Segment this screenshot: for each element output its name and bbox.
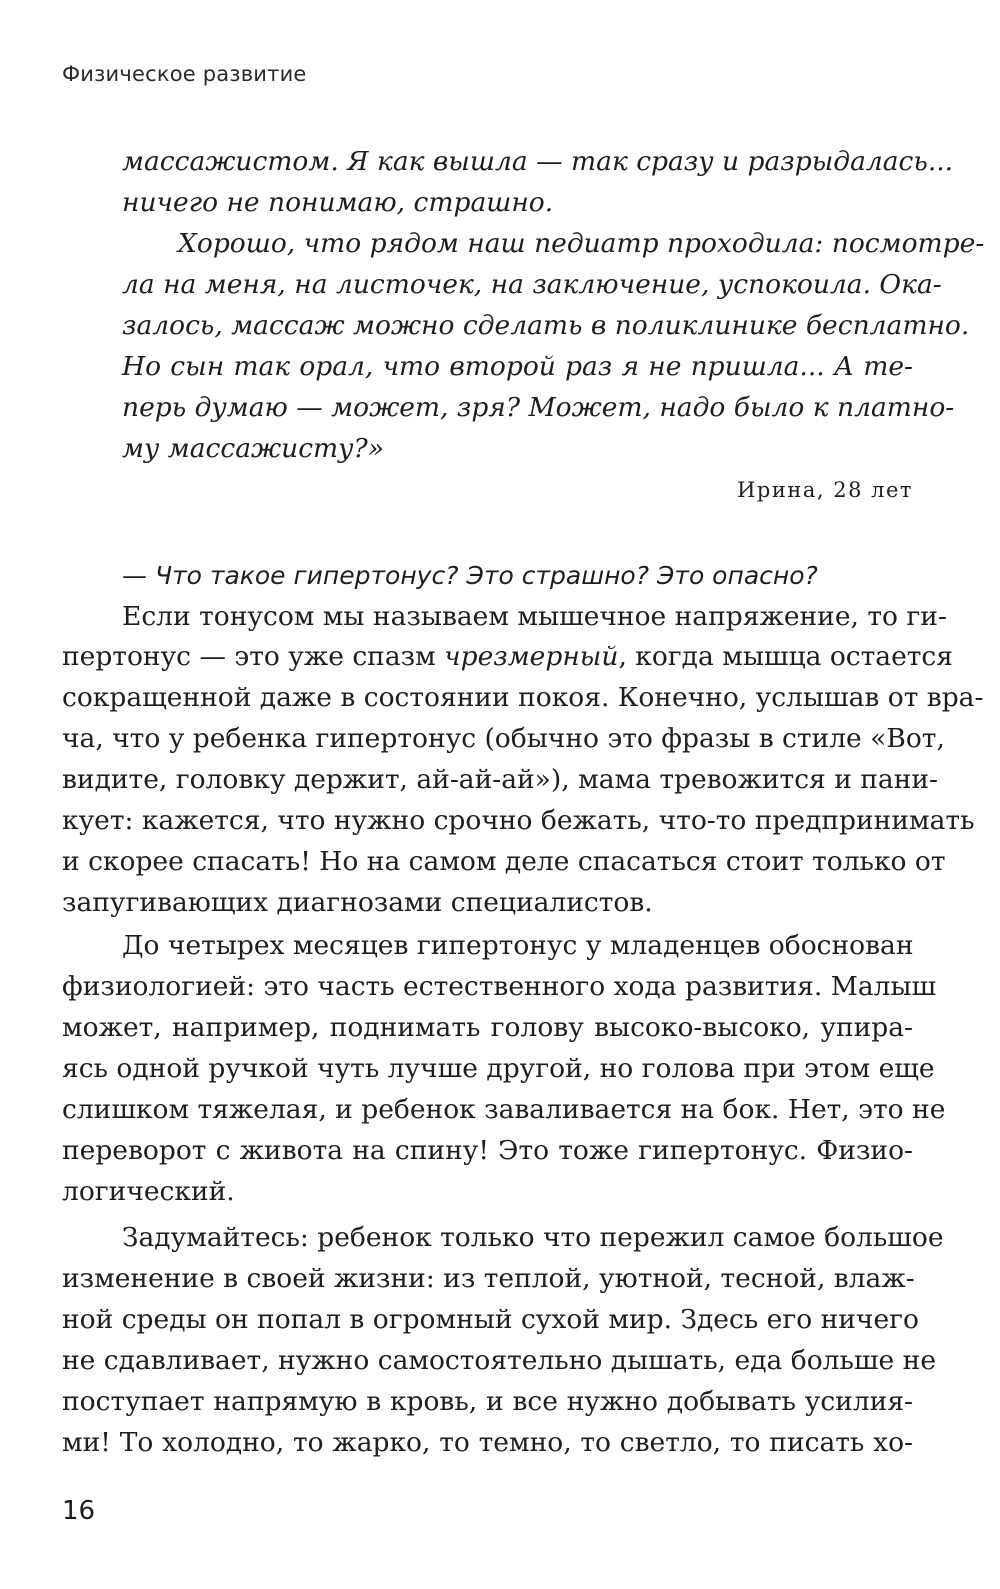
quote-line: массажистом. Я как вышла — так сразу и разрыдалась... [122, 146, 954, 177]
quote-line: му массажисту?» [122, 433, 384, 464]
body-line: поступает напрямую в кровь, и все нужно добывать усилия- [62, 1386, 913, 1417]
section-question: — Что такое гипертонус? Это страшно? Это опасно? [122, 561, 818, 590]
body-line: запугивающих диагнозами специалистов. [62, 887, 653, 918]
body-line: слишком тяжелая, и ребенок заваливается на бок. Нет, это не [62, 1094, 946, 1125]
body-line: ми! То холодно, то жарко, то темно, то светло, то писать хо- [62, 1427, 913, 1458]
body-line: и скорее спасать! Но на самом деле спасаться стоит только от [62, 846, 946, 877]
body-line: может, например, поднимать голову высоко-высоко, упира- [62, 1012, 913, 1043]
quote-line: ничего не понимаю, страшно. [122, 187, 554, 218]
body-line: не сдавливает, нужно самостоятельно дышать, еда больше не [62, 1345, 937, 1376]
body-line-part: пертонус — это уже спазм [62, 641, 445, 672]
running-header: Физическое развитие [62, 62, 307, 86]
body-line: изменение в своей жизни: из теплой, уютной, тесной, влаж- [62, 1263, 915, 1294]
page-number: 16 [62, 1496, 96, 1526]
body-line: переворот с живота на спину! Это тоже гипертонус. Физио- [62, 1135, 913, 1166]
body-line: ясь одной ручкой чуть лучше другой, но голова при этом еще [62, 1053, 935, 1084]
body-line: сокращенной даже в состоянии покоя. Конечно, услышав от вра- [62, 682, 984, 713]
quote-line: Но сын так орал, что второй раз я не пришла... А те- [122, 351, 913, 382]
emphasis-word: чрезмерный [444, 641, 619, 672]
body-line: До четырех месяцев гипертонус у младенцев обоснован [122, 930, 914, 961]
quote-line: залось, массаж можно сделать в поликлинике бесплатно. [122, 310, 970, 341]
quote-line: Хорошо, что рядом наш педиатр проходила: посмотре- [178, 228, 985, 259]
body-line: кует: кажется, что нужно срочно бежать, что-то предпринимать [62, 805, 975, 836]
body-line: физиологией: это часть естественного хода развития. Малыш [62, 971, 937, 1002]
quote-line: перь думаю — может, зря? Может, надо было к платно- [122, 392, 955, 423]
body-line: видите, головку держит, ай-ай-ай»), мама тревожится и пани- [62, 764, 939, 795]
body-line: логический. [62, 1176, 235, 1207]
body-line: Если тонусом мы называем мышечное напряжение, то ги- [122, 601, 947, 632]
quote-attribution: Ирина, 28 лет [737, 478, 913, 502]
body-line-part: , когда мышца остается [618, 641, 953, 672]
body-line: ча, что у ребенка гипертонус (обычно это фразы в стиле «Вот, [62, 723, 945, 754]
body-line: Задумайтесь: ребенок только что пережил самое большое [122, 1222, 944, 1253]
body-line [62, 637, 953, 677]
quote-line: ла на меня, на листочек, на заключение, успокоила. Ока- [122, 269, 942, 300]
body-line: ной среды он попал в огромный сухой мир. Здесь его ничего [62, 1304, 919, 1335]
